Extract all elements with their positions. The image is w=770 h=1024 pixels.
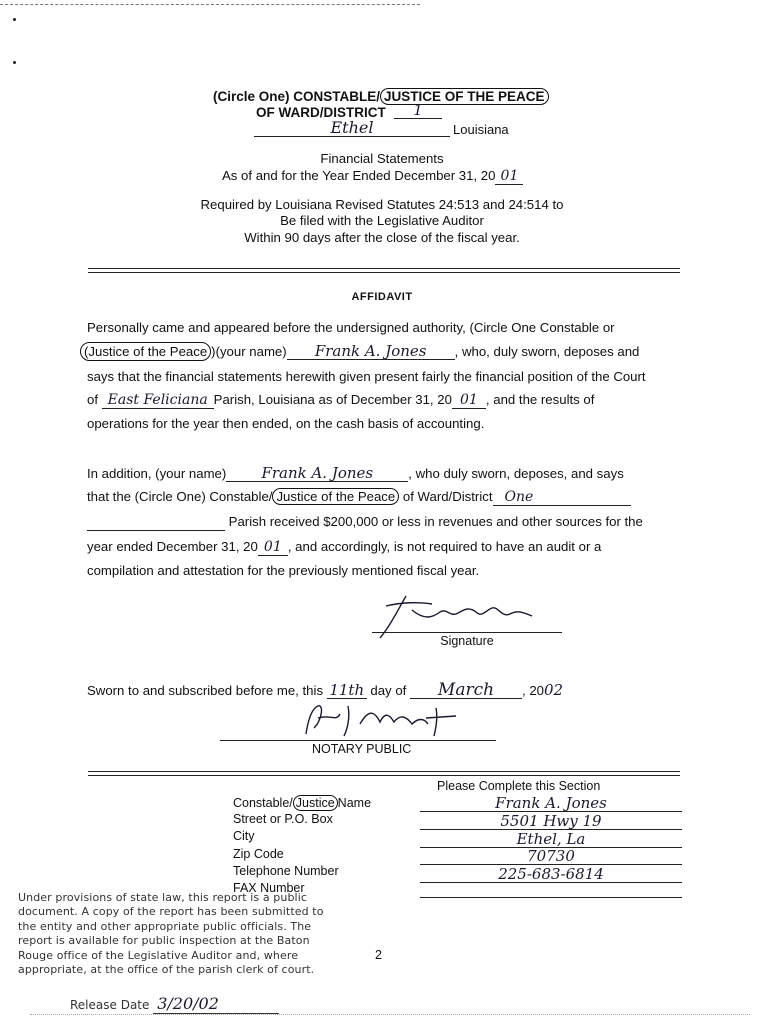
required-line-2: Be filed with the Legislative Auditor [280, 213, 484, 228]
city-value: Ethel, La [420, 831, 682, 848]
affidavit-p1-line4 [87, 392, 594, 409]
p1-parish-text: Parish, Louisiana as of December 31, 20 [213, 392, 452, 407]
required-line-1: Required by Louisiana Revised Statutes 24:513 and 24:514 to [200, 197, 564, 212]
page-number: 2 [375, 948, 382, 962]
constable-name-label [233, 795, 371, 812]
p1-justice-circled: (Justice of the Peace [80, 342, 211, 361]
release-date-label: Release Date [70, 998, 150, 1012]
notary-signature [296, 700, 496, 740]
affidavit-p1-line3: says that the financial statements herewith given present fairly the financial position of the Court [87, 369, 646, 384]
affidavit-p2-line2 [87, 489, 631, 506]
required-line-3: Within 90 days after the close of the fiscal year. [244, 230, 520, 245]
telephone-value: 225-683-6814 [420, 866, 682, 883]
sworn-prefix: Sworn to and subscribed before me, this [87, 683, 324, 698]
zip-label: Zip Code [233, 847, 284, 861]
p2-parish-text: Parish received $200,000 or less in revenues and other sources for the [228, 514, 643, 529]
p2-ward-value: One [493, 489, 631, 506]
signature-label: Signature [440, 634, 494, 648]
street-value: 5501 Hwy 19 [420, 813, 682, 830]
p2-that: that the (Circle One) Constable/ [87, 489, 273, 504]
scan-mark [13, 18, 16, 21]
sworn-year-prefix: , 20 [522, 683, 544, 698]
p1-of: of [87, 392, 98, 407]
disclaimer-line: appropriate, at the office of the parish clerk of court. [18, 963, 315, 977]
disclaimer-line: report is available for public inspection at the Baton [18, 934, 310, 948]
affidavit-p2-line1 [87, 465, 624, 482]
disclaimer-line: document. A copy of the report has been submitted to [18, 905, 324, 919]
affidavit-p2-line4 [87, 539, 601, 556]
disclaimer-line: Rouge office of the Legislative Auditor and, where [18, 948, 299, 962]
p2-justice-circled: Justice of the Peace [272, 488, 399, 505]
release-date-line [70, 994, 279, 1014]
release-date-value: 3/20/02 [153, 994, 279, 1014]
affidavit-p1-line2 [80, 343, 639, 360]
scan-edge [0, 4, 420, 5]
sworn-day-of: day of [370, 683, 407, 698]
constable-prefix: Constable/ [233, 796, 293, 810]
justice-of-the-peace-circled: JUSTICE OF THE PEACE [380, 88, 549, 105]
p2-after-name: , who duly sworn, deposes, and says [408, 466, 624, 481]
affidavit-heading: AFFIDAVIT [351, 291, 413, 303]
header-divider-top [88, 268, 680, 269]
notary-label: NOTARY PUBLIC [312, 742, 412, 756]
disclaimer-line: Under provisions of state law, this report is a public [18, 891, 307, 904]
affiant-signature [372, 592, 562, 634]
p2-year-prefix: year ended December 31, 20 [87, 539, 258, 554]
p2-parish-blank [87, 514, 225, 531]
bottom-scan-edge [30, 1014, 750, 1015]
as-of-prefix: As of and for the Year Ended December 31, 20 [222, 168, 496, 183]
city-label: City [233, 829, 255, 843]
public-document-disclaimer [18, 891, 348, 977]
p2-ward: of Ward/District [399, 489, 493, 504]
as-of-line [222, 168, 523, 185]
p2-after-year: , and accordingly, is not required to have an audit or a [287, 539, 602, 554]
p1-after-name: , who, duly sworn, deposes and [454, 344, 640, 359]
telephone-label: Telephone Number [233, 864, 339, 878]
section-divider-bottom [88, 775, 680, 776]
contact-name-value: Frank A. Jones [420, 795, 682, 812]
parish-value: Ethel [330, 118, 374, 137]
affidavit-p1-line5: operations for the year then ended, on the cash basis of accounting. [87, 416, 485, 431]
street-label: Street or P.O. Box [233, 812, 333, 826]
contact-section-heading: Please Complete this Section [437, 779, 601, 793]
p2-in-addition: In addition, (your name) [87, 466, 227, 481]
office-line [213, 89, 549, 104]
header-divider-bottom [88, 272, 680, 273]
affidavit-p2-line5: compilation and attestation for the previously mentioned fiscal year. [87, 563, 480, 578]
name-suffix: Name [337, 796, 372, 810]
p1-after-year: , and the results of [485, 392, 595, 407]
circle-one-prefix: (Circle One) CONSTABLE/ [213, 89, 381, 104]
sworn-day-value: 11th [327, 682, 367, 699]
sworn-year-value: 02 [544, 681, 564, 699]
signature-line [372, 632, 562, 633]
doc-title: Financial Statements [320, 151, 444, 166]
affidavit-p2-line3 [87, 514, 643, 531]
justice-circled-small: Justice [293, 795, 338, 811]
ward-label: OF WARD/DISTRICT [256, 105, 386, 120]
p1-year-value: 01 [452, 392, 486, 409]
p2-year-value: 01 [258, 539, 288, 556]
p1-parish-value: East Feliciana [102, 392, 214, 409]
section-divider-top [88, 771, 680, 772]
disclaimer-line: the entity and other appropriate public officials. The [18, 919, 312, 933]
sworn-month-value: March [410, 682, 522, 699]
p1-name-value: Frank A. Jones [287, 343, 455, 360]
ward-value: 1 [413, 101, 423, 119]
state-label: Louisiana [453, 122, 509, 137]
as-of-year-value: 01 [495, 168, 523, 185]
notary-line [220, 740, 496, 741]
fax-label: FAX Number [233, 881, 305, 895]
fax-value [420, 881, 682, 898]
p2-name-value: Frank A. Jones [226, 465, 408, 482]
p1-your-name-label: )(your name) [211, 344, 287, 359]
scan-mark [13, 61, 16, 64]
affidavit-p1-line1: Personally came and appeared before the undersigned authority, (Circle One Constable or [87, 320, 615, 335]
notary-scribble-icon [296, 700, 496, 740]
zip-value: 70730 [420, 848, 682, 865]
sworn-line [87, 682, 563, 699]
